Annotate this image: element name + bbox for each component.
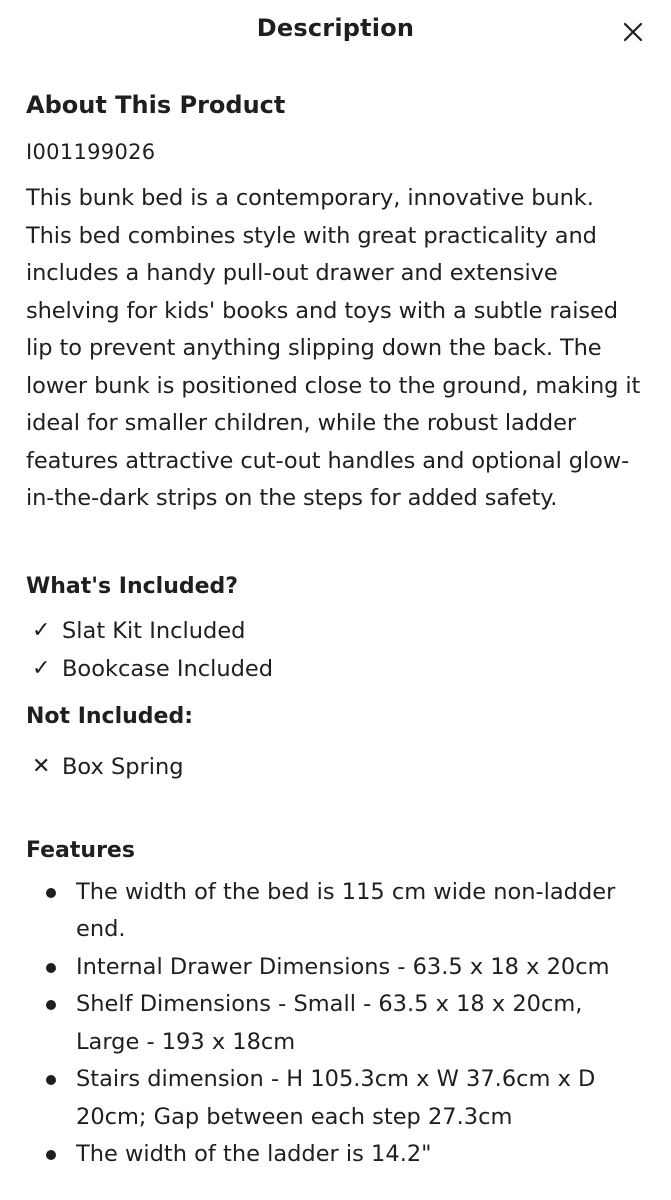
feature-text: Stairs dimension - H 105.3cm x W 37.6cm x D 20cm; Gap between each step 27.3cm	[76, 1066, 596, 1130]
product-sku: I001199026	[26, 140, 156, 164]
included-item-label: Bookcase Included	[62, 655, 274, 682]
list-item	[26, 1061, 645, 1136]
bullet-icon	[46, 888, 56, 898]
feature-text: Internal Drawer Dimensions - 63.5 x 18 x 20cm	[76, 953, 610, 980]
list-item	[26, 650, 645, 688]
about-product-title: About This Product	[26, 91, 286, 119]
bullet-icon	[46, 1150, 56, 1160]
feature-text: The width of the bed is 115 cm wide non-ladder end.	[76, 878, 616, 942]
bullet-icon	[46, 1075, 56, 1085]
included-item-label: Slat Kit Included	[62, 617, 246, 644]
features-list	[26, 874, 645, 1174]
list-item	[26, 612, 645, 650]
check-icon: ✓	[32, 655, 51, 681]
feature-text: The width of the ladder is 14.2"	[76, 1141, 432, 1167]
bullet-icon	[46, 963, 56, 973]
features-title: Features	[26, 837, 135, 863]
not-included-title: Not Included:	[26, 703, 194, 729]
included-list	[26, 612, 645, 688]
list-item	[26, 748, 645, 786]
not-included-list	[26, 748, 645, 786]
modal-header	[0, 0, 671, 64]
list-item	[26, 949, 645, 987]
description-content	[0, 90, 671, 1174]
list-item	[26, 1136, 645, 1174]
not-included-item-label: Box Spring	[62, 753, 184, 780]
modal-title: Description	[256, 14, 415, 42]
close-button[interactable]	[619, 18, 647, 46]
whats-included-title: What's Included?	[26, 573, 239, 599]
close-icon	[619, 18, 647, 46]
x-icon: ✕	[32, 753, 51, 779]
product-description: This bunk bed is a contemporary, innovative bunk. This bed combines style with great practicality and includes a handy pull-out drawer and extensive shelving for kids' books and toys with a subtle raised lip to prevent anything slipping down the back. The lower bunk is positioned close to the ground, making it ideal for smaller children, while the robust ladder features attractive cut-out handles and optional glow-in-the-dark strips on the steps for added safety.	[26, 185, 641, 511]
bullet-icon	[46, 1000, 56, 1010]
list-item	[26, 874, 645, 949]
check-icon: ✓	[32, 617, 51, 643]
list-item	[26, 986, 645, 1061]
feature-text: Shelf Dimensions - Small - 63.5 x 18 x 20cm, Large - 193 x 18cm	[76, 991, 583, 1055]
